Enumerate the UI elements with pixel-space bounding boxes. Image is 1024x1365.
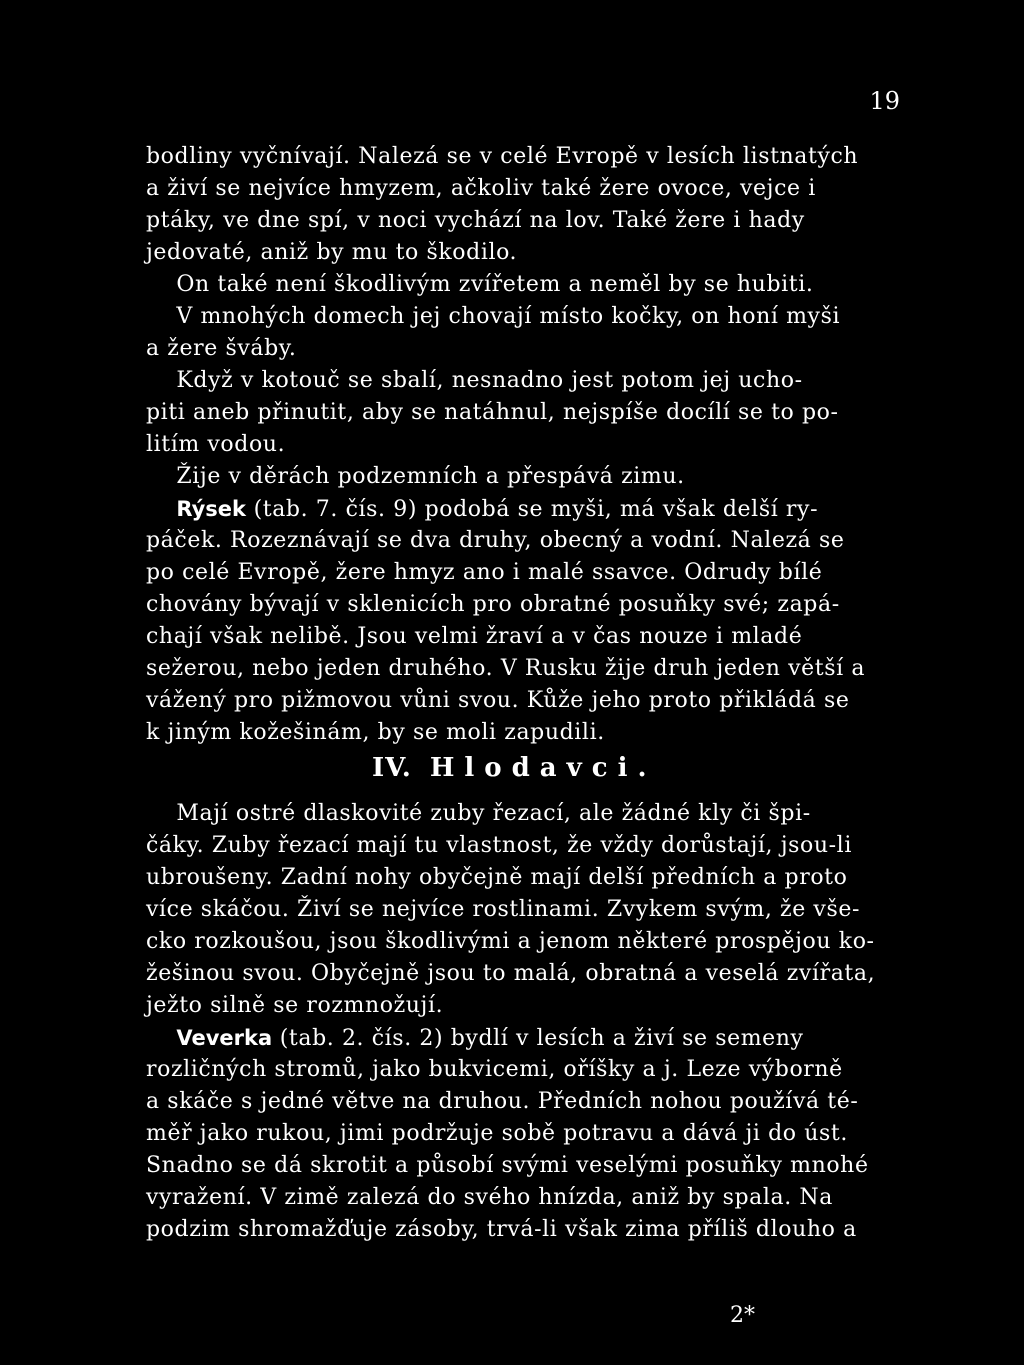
text-line: ubroušeny. Zadní nohy obyčejně mají delší předních a proto: [146, 865, 848, 890]
text-line: rozličných stromů, jako bukvicemi, oříšky a j. Leze výborně: [146, 1057, 843, 1082]
text-line: a živí se nejvíce hmyzem, ačkoliv také žere ovoce, vejce i: [146, 176, 816, 201]
species-intro-text: (tab. 2. čís. 2) bydlí v lesích a živí se semeny: [272, 1026, 804, 1051]
page-number: 19: [869, 87, 900, 115]
text-line: a skáče s jedné větve na druhou. Předních nohou používá té-: [146, 1089, 859, 1114]
text-line: On také není škodlivým zvířetem a neměl by se hubiti.: [146, 272, 814, 297]
section-title: Hlodavci.: [429, 753, 657, 783]
text-line: piti aneb přinutit, aby se natáhnul, nejspíše docílí se to po-: [146, 400, 839, 425]
species-name-veverka: Veverka: [176, 1026, 273, 1050]
text-line: více skáčou. Živí se nejvíce rostlinami. Zvykem svým, že vše-: [146, 897, 861, 922]
text-line: Mají ostré dlaskovité zuby řezací, ale žádné kly či špi-: [146, 801, 811, 826]
text-line: chají však nelibě. Jsou velmi žraví a v čas nouze i mladé: [146, 624, 803, 649]
section-number: IV.: [372, 753, 412, 783]
text-line: měř jako rukou, jimi podržuje sobě potravu a dává ji do úst.: [146, 1121, 848, 1146]
text-line-species-intro: [146, 493, 896, 525]
text-line: podzim shromažďuje zásoby, trvá-li však zima příliš dlouho a: [146, 1217, 857, 1242]
text-line: žešinou svou. Obyčejně jsou to malá, obratná a veselá zvířata,: [146, 961, 876, 986]
text-line: po celé Evropě, žere hmyz ano i malé ssavce. Odrudy bílé: [146, 560, 823, 585]
text-block-hedgehog-shrew: [146, 141, 896, 749]
species-intro-text: (tab. 7. čís. 9) podobá se myši, má však delší ry-: [246, 497, 819, 522]
text-line: Snadno se dá skrotit a působí svými veselými posuňky mnohé: [146, 1153, 869, 1178]
text-line: Když v kotouč se sbalí, nesnadno jest potom jej ucho-: [146, 368, 803, 393]
species-name-rysek: Rýsek: [176, 497, 246, 521]
section-heading: [372, 752, 657, 784]
text-line: a žere šváby.: [146, 336, 297, 361]
text-line: ptáky, ve dne spí, v noci vychází na lov. Také žere i hady: [146, 208, 805, 233]
text-line: litím vodou.: [146, 432, 286, 457]
text-line: bodliny vyčnívají. Nalezá se v celé Evropě v lesích listnatých: [146, 144, 859, 169]
text-line: cko rozkoušou, jsou škodlivými a jenom některé prospějou ko-: [146, 929, 875, 954]
text-line: k jiným kožešinám, by se moli zapudili.: [146, 720, 605, 745]
signature-mark: 2*: [730, 1303, 755, 1328]
text-line: vyražení. V zimě zalezá do svého hnízda, aniž by spala. Na: [146, 1185, 833, 1210]
text-line: vážený pro pižmovou vůni svou. Kůže jeho proto přikládá se: [146, 688, 850, 713]
text-line: Žije v děrách podzemních a přespává zimu.: [146, 464, 685, 489]
text-block-rodents: [146, 798, 896, 1246]
text-line: páček. Rozeznávají se dva druhy, obecný a vodní. Nalezá se: [146, 528, 845, 553]
text-line: ježto silně se rozmnožují.: [146, 993, 444, 1018]
text-line-species-intro: [146, 1022, 896, 1054]
text-line: V mnohých domech jej chovají místo kočky, on honí myši: [146, 304, 841, 329]
text-line: sežerou, nebo jeden druhého. V Rusku žije druh jeden větší a: [146, 656, 866, 681]
text-line: čáky. Zuby řezací mají tu vlastnost, že vždy dorůstají, jsou-li: [146, 833, 852, 858]
text-line: chovány bývají v sklenicích pro obratné posuňky své; zapá-: [146, 592, 840, 617]
text-line: jedovaté, aniž by mu to škodilo.: [146, 240, 518, 265]
